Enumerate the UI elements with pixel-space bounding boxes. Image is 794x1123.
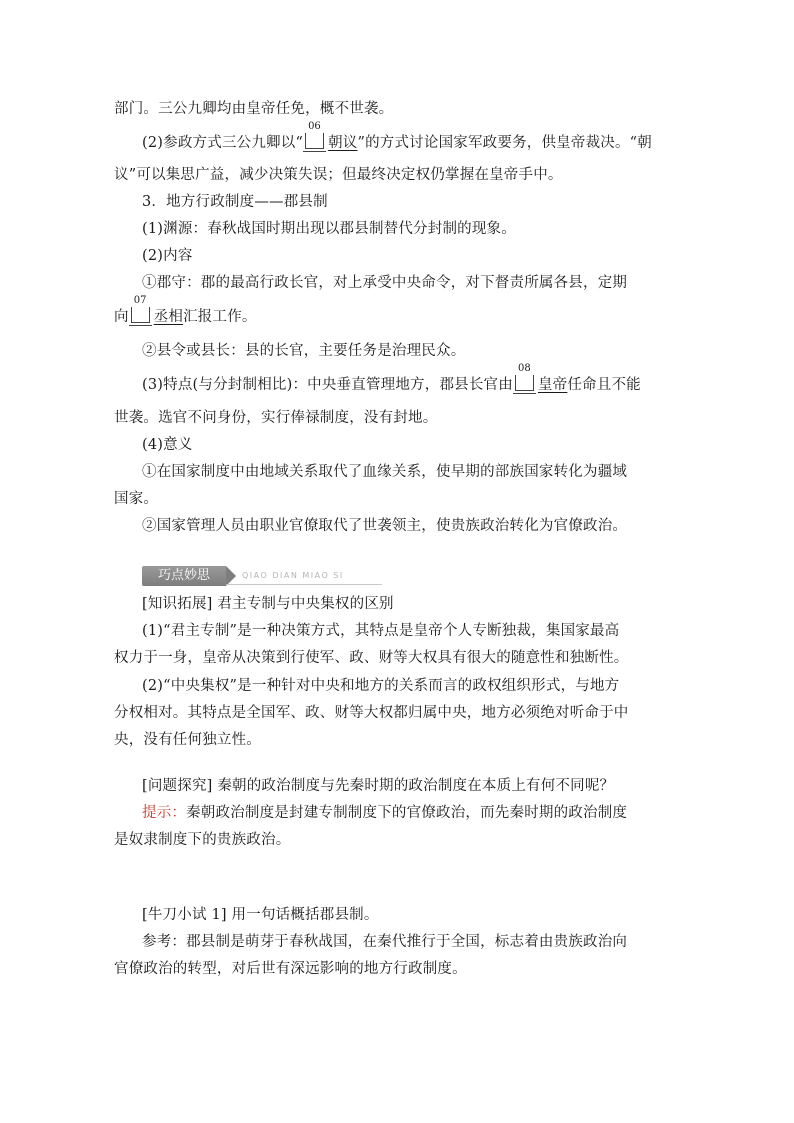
trial-answer-line-1: 参考：郡县制是萌芽于春秋战国，在秦代推行于全国，标志着由贵族政治向	[142, 934, 628, 950]
local-heading: 3．地方行政制度——郡县制	[142, 194, 328, 210]
jun-prefix: 向	[114, 309, 129, 325]
meaning-2: ②国家管理人员由职业官僚取代了世袭领主，使贵族政治转化为官僚政治。	[142, 518, 628, 534]
knowledge-title: [知识拓展] 君主专制与中央集权的区别	[142, 596, 394, 612]
jun-suffix: 汇报工作。	[183, 309, 257, 325]
xian-line: ②县令或县长：县的长官，主要任务是治理民众。	[142, 343, 466, 359]
central-participation-line-1	[142, 121, 652, 153]
term-chengxiang: 丞相	[153, 309, 184, 325]
blank-box-icon	[131, 295, 150, 323]
knowledge-p2-line-1: (2)“中央集权”是一种针对中央和地方的关系而言的政权组织形式，与地方	[142, 678, 620, 694]
knowledge-p2-line-2: 分权相对。其特点是全国军、政、财等大权都归属中央，地方必须绝对听命于中	[114, 705, 629, 721]
participation-suffix: ”的方式讨论国家军政要务，供皇帝裁决。“朝	[357, 135, 652, 151]
knowledge-p1-line-1: (1)“君主专制”是一种决策方式，其特点是皇帝个人专断独裁，集国家最高	[142, 623, 620, 639]
inquiry-hint-line-2: 是奴隶制度下的贵族政治。	[114, 832, 291, 848]
section-banner	[142, 566, 382, 586]
feature-prefix: (3)特点(与分封制相比)：中央垂直管理地方，郡县长官由	[142, 377, 513, 393]
banner-pinyin: QIAO DIAN MIAO SI	[242, 571, 344, 580]
local-origin: (1)渊源：春秋战国时期出现以郡县制替代分封制的现象。	[142, 221, 516, 237]
feature-suffix: 任命且不能	[567, 377, 641, 393]
blank-number: 06	[308, 121, 321, 132]
local-content-title: (2)内容	[142, 248, 193, 264]
meaning-title: (4)意义	[142, 437, 193, 453]
feature-line-1	[142, 363, 641, 395]
hint-label: 提示：	[142, 805, 187, 821]
jun-line-1: ①郡守：郡的最高行政长官，对上承受中央命令，对下督责所属各县，定期	[142, 275, 628, 291]
meaning-1-line-2: 国家。	[114, 491, 159, 507]
participation-prefix: (2)参政方式三公九卿以“	[142, 135, 304, 151]
trial-question: [牛刀小试 1] 用一句话概括郡县制。	[142, 907, 379, 923]
hint-text: 秦朝政治制度是封建专制制度下的官僚政治，而先秦时期的政治制度	[186, 805, 628, 821]
blank-box-icon	[515, 363, 534, 391]
inquiry-question: [问题探究] 秦朝的政治制度与先秦时期的政治制度在本质上有何不同呢？	[142, 778, 615, 794]
knowledge-p1-line-2: 权力于一身，皇帝从决策到行使军、政、财等大权具有很大的随意性和独断性。	[114, 650, 629, 666]
blank-number: 07	[133, 295, 147, 306]
meaning-1-line-1: ①在国家制度中由地域关系取代了血缘关系，使早期的部族国家转化为疆域	[142, 464, 628, 480]
banner-rule	[226, 584, 382, 585]
term-chaoyi: 朝议	[328, 135, 358, 151]
knowledge-p2-line-3: 央，没有任何独立性。	[114, 732, 261, 748]
blank-number: 08	[517, 363, 531, 374]
banner-label: 巧点妙思	[142, 566, 226, 586]
central-participation-line-2: 议”可以集思广益，减少决策失误；但最终决定权仍掌握在皇帝手中。	[114, 167, 563, 183]
jun-line-2	[114, 295, 257, 327]
term-huangdi: 皇帝	[537, 377, 568, 393]
trial-answer-line-2: 官僚政治的转型，对后世有深远影响的地方行政制度。	[114, 961, 467, 977]
feature-line-2: 世袭。选官不问身份，实行俸禄制度，没有封地。	[114, 410, 438, 426]
blank-box-icon	[305, 121, 324, 149]
inquiry-hint-line-1	[142, 803, 627, 823]
central-line-1: 部门。三公九卿均由皇帝任免，概不世袭。	[114, 101, 394, 117]
